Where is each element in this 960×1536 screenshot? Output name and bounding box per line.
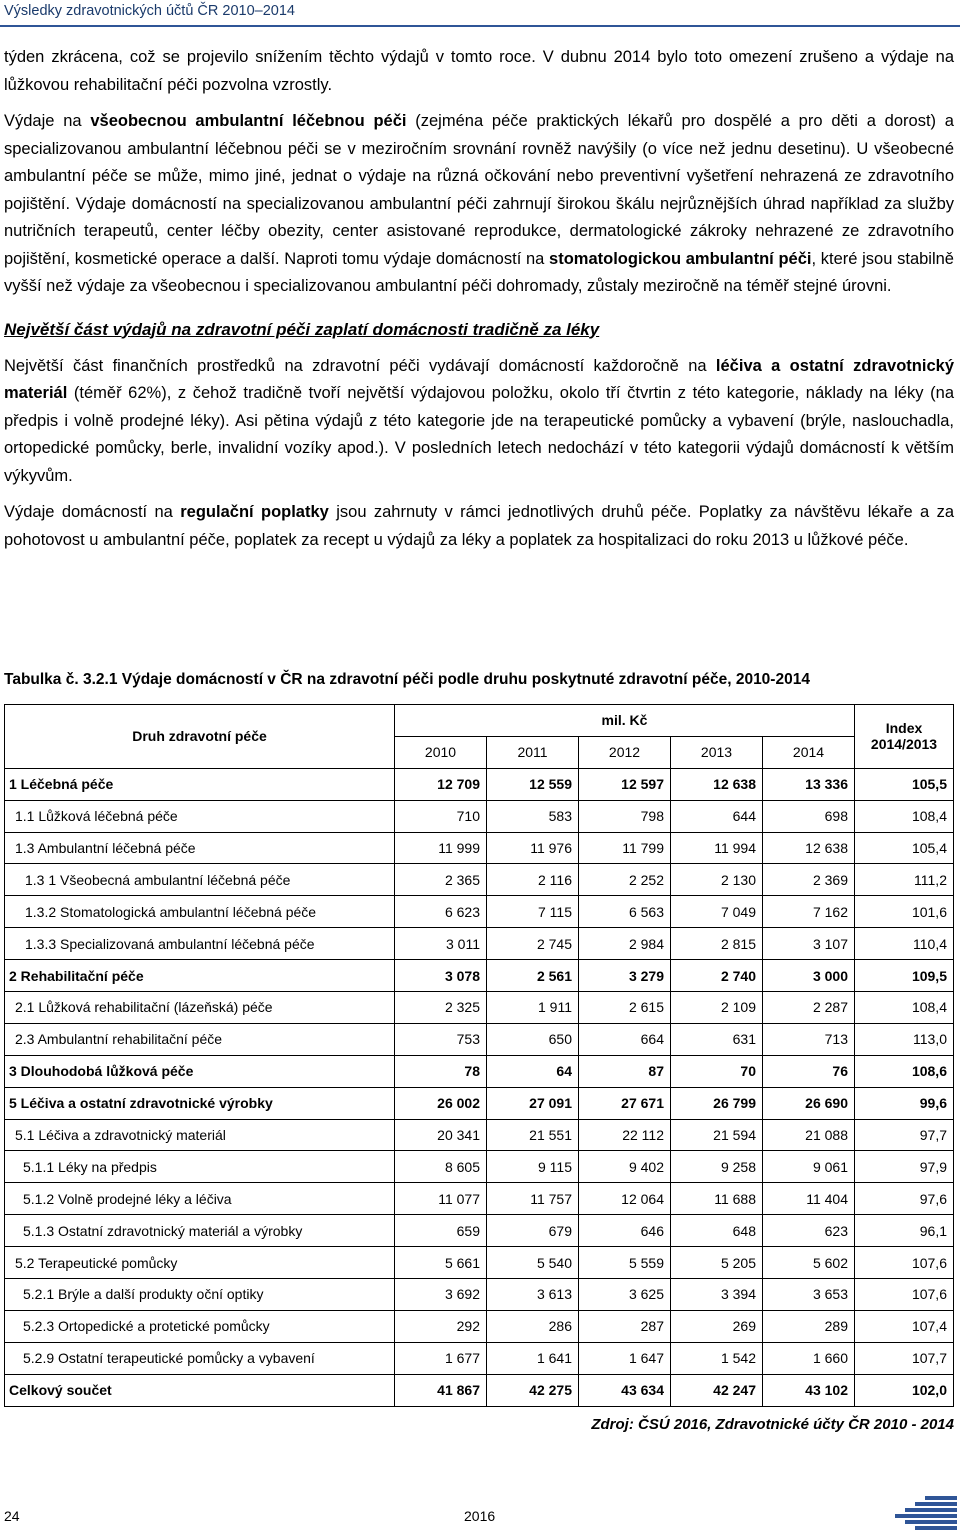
value-cell: 1 641 bbox=[487, 1342, 579, 1374]
text-span: (téměř 62%), z čehož tradičně tvoří největší výdajovou položku, okolo tří čtvrtin z této kategorie, náklady na léky (na předpis i volně prodejné léky). Asi pětina výdajů z této kategorie jde na terapeutické pomůcky a vybavení (brýle, naslouchadla, ortopedické pomůcky, berle, invalidní vozíky apod.). V posledních letech nedochází v této kategorii výdajů domácností k větším výkyvům. bbox=[4, 384, 954, 485]
value-cell: 20 341 bbox=[395, 1119, 487, 1151]
paragraph-4 bbox=[4, 499, 954, 554]
value-cell: 11 077 bbox=[395, 1183, 487, 1215]
value-cell: 2 325 bbox=[395, 992, 487, 1024]
value-cell: 12 559 bbox=[487, 768, 579, 800]
value-cell: 11 976 bbox=[487, 832, 579, 864]
text-span: Výdaje domácností na bbox=[4, 503, 181, 521]
value-cell: 710 bbox=[395, 800, 487, 832]
header-year: 2013 bbox=[671, 736, 763, 768]
row-label: 5.1 Léčiva a zdravotnický materiál bbox=[5, 1119, 395, 1151]
value-cell: 12 709 bbox=[395, 768, 487, 800]
value-cell: 289 bbox=[763, 1310, 855, 1342]
value-cell: 64 bbox=[487, 1055, 579, 1087]
section-heading: Největší část výdajů na zdravotní péči zaplatí domácnosti tradičně za léky bbox=[4, 319, 600, 339]
index-cell: 97,9 bbox=[855, 1151, 954, 1183]
value-cell: 583 bbox=[487, 800, 579, 832]
value-cell: 6 563 bbox=[579, 896, 671, 928]
value-cell: 70 bbox=[671, 1055, 763, 1087]
value-cell: 12 638 bbox=[763, 832, 855, 864]
value-cell: 5 661 bbox=[395, 1247, 487, 1279]
value-cell: 3 000 bbox=[763, 960, 855, 992]
value-cell: 43 634 bbox=[579, 1374, 671, 1406]
index-cell: 109,5 bbox=[855, 960, 954, 992]
page-number: 24 bbox=[4, 1508, 20, 1524]
value-cell: 5 559 bbox=[579, 1247, 671, 1279]
value-cell: 2 815 bbox=[671, 928, 763, 960]
table-row bbox=[5, 992, 954, 1024]
table-header-row bbox=[5, 705, 954, 737]
table-row bbox=[5, 1247, 954, 1279]
table-row bbox=[5, 1374, 954, 1406]
row-label: 3 Dlouhodobá lůžková péče bbox=[5, 1055, 395, 1087]
value-cell: 659 bbox=[395, 1215, 487, 1247]
table-row bbox=[5, 960, 954, 992]
table-row bbox=[5, 1151, 954, 1183]
value-cell: 3 011 bbox=[395, 928, 487, 960]
value-cell: 26 799 bbox=[671, 1087, 763, 1119]
value-cell: 646 bbox=[579, 1215, 671, 1247]
value-cell: 21 594 bbox=[671, 1119, 763, 1151]
row-label: 1.3 Ambulantní léčebná péče bbox=[5, 832, 395, 864]
value-cell: 269 bbox=[671, 1310, 763, 1342]
header-year: 2011 bbox=[487, 736, 579, 768]
index-cell: 102,0 bbox=[855, 1374, 954, 1406]
value-cell: 3 692 bbox=[395, 1279, 487, 1311]
value-cell: 2 252 bbox=[579, 864, 671, 896]
value-cell: 8 605 bbox=[395, 1151, 487, 1183]
table-caption: Tabulka č. 3.2.1 Výdaje domácností v ČR na zdravotní péči podle druhu poskytnuté zdravotní péče, 2010-2014 bbox=[4, 671, 810, 688]
value-cell: 7 162 bbox=[763, 896, 855, 928]
table-row bbox=[5, 832, 954, 864]
value-cell: 11 994 bbox=[671, 832, 763, 864]
paragraph-3 bbox=[4, 353, 954, 491]
index-cell: 107,4 bbox=[855, 1310, 954, 1342]
value-cell: 2 109 bbox=[671, 992, 763, 1024]
value-cell: 9 061 bbox=[763, 1151, 855, 1183]
value-cell: 11 688 bbox=[671, 1183, 763, 1215]
value-cell: 42 275 bbox=[487, 1374, 579, 1406]
header-year: 2014 bbox=[763, 736, 855, 768]
value-cell: 87 bbox=[579, 1055, 671, 1087]
page-header bbox=[0, 0, 960, 26]
index-cell: 108,4 bbox=[855, 992, 954, 1024]
value-cell: 12 064 bbox=[579, 1183, 671, 1215]
table-row bbox=[5, 1055, 954, 1087]
value-cell: 13 336 bbox=[763, 768, 855, 800]
value-cell: 5 602 bbox=[763, 1247, 855, 1279]
value-cell: 6 623 bbox=[395, 896, 487, 928]
index-cell: 110,4 bbox=[855, 928, 954, 960]
value-cell: 3 078 bbox=[395, 960, 487, 992]
value-cell: 2 984 bbox=[579, 928, 671, 960]
value-cell: 9 258 bbox=[671, 1151, 763, 1183]
table-row bbox=[5, 928, 954, 960]
index-cell: 96,1 bbox=[855, 1215, 954, 1247]
row-label: 5.2.3 Ortopedické a protetické pomůcky bbox=[5, 1310, 395, 1342]
header-rule bbox=[0, 25, 960, 27]
paragraph-2 bbox=[4, 108, 954, 301]
index-cell: 107,7 bbox=[855, 1342, 954, 1374]
value-cell: 631 bbox=[671, 1023, 763, 1055]
value-cell: 12 638 bbox=[671, 768, 763, 800]
value-cell: 41 867 bbox=[395, 1374, 487, 1406]
value-cell: 43 102 bbox=[763, 1374, 855, 1406]
value-cell: 287 bbox=[579, 1310, 671, 1342]
value-cell: 679 bbox=[487, 1215, 579, 1247]
table-row bbox=[5, 896, 954, 928]
row-label: 5.2 Terapeutické pomůcky bbox=[5, 1247, 395, 1279]
value-cell: 21 551 bbox=[487, 1119, 579, 1151]
row-label: Celkový součet bbox=[5, 1374, 395, 1406]
index-cell: 105,4 bbox=[855, 832, 954, 864]
text-span: Největší část finančních prostředků na zdravotní péči vydávají domácností každoročně na bbox=[4, 356, 716, 375]
text-span: Výdaje na bbox=[4, 112, 91, 130]
row-label: 1 Léčebná péče bbox=[5, 768, 395, 800]
value-cell: 698 bbox=[763, 800, 855, 832]
value-cell: 1 677 bbox=[395, 1342, 487, 1374]
table-body bbox=[5, 768, 954, 1406]
text-span: (zejména péče praktických lékařů pro dospělé a pro děti a dorost) a specializovanou ambulantní léčebnou péči se v meziročním srovnání rovněž navýšily (o více než jednu desetinu). U všeobecné ambulantní péče se může, mimo jiné, jednat o výdaje na různá očkování nebo preventivní vyšetření nehrazená ze zdravotního pojištění. Výdaje domácností na specializovanou ambulantní péči zahrnují širokou škálu nejrůznějších úhrad například za služby nutričních terapeutů, center léčby obezity, center asistované reprodukce, dermatologické zákroky nehrazené ze zdravotního pojištění, kosmetické operace a další. Naproti tomu výdaje domácností na bbox=[4, 112, 954, 268]
index-cell: 108,6 bbox=[855, 1055, 954, 1087]
value-cell: 2 130 bbox=[671, 864, 763, 896]
czso-logo-icon bbox=[885, 1496, 957, 1532]
index-cell: 105,5 bbox=[855, 768, 954, 800]
value-cell: 286 bbox=[487, 1310, 579, 1342]
bold-term: stomatologickou ambulantní péči bbox=[549, 249, 812, 268]
value-cell: 26 002 bbox=[395, 1087, 487, 1119]
value-cell: 623 bbox=[763, 1215, 855, 1247]
value-cell: 78 bbox=[395, 1055, 487, 1087]
running-title: Výsledky zdravotnických účtů ČR 2010–2014 bbox=[4, 3, 295, 19]
row-label: 5.1.1 Léky na předpis bbox=[5, 1151, 395, 1183]
value-cell: 713 bbox=[763, 1023, 855, 1055]
text-span: jsou zahrnuty v rámci jednotlivých druhů péče. Poplatky za návštěvu lékaře a za pohotovost u ambulantní péče, poplatek za recept u výdajů za léky a poplatek za hospitalizaci do roku 2013 u lůžkové péče. bbox=[4, 503, 954, 549]
index-cell: 107,6 bbox=[855, 1247, 954, 1279]
bold-term: léčiva a ostatní zdravotnický materiál bbox=[4, 356, 954, 402]
value-cell: 2 365 bbox=[395, 864, 487, 896]
value-cell: 292 bbox=[395, 1310, 487, 1342]
table-row bbox=[5, 1023, 954, 1055]
value-cell: 2 561 bbox=[487, 960, 579, 992]
value-cell: 798 bbox=[579, 800, 671, 832]
row-label: 2.1 Lůžková rehabilitační (lázeňská) péče bbox=[5, 992, 395, 1024]
header-unit: mil. Kč bbox=[395, 705, 855, 737]
expenditure-table bbox=[4, 704, 954, 1407]
table-row bbox=[5, 1087, 954, 1119]
value-cell: 2 740 bbox=[671, 960, 763, 992]
row-label: 2.3 Ambulantní rehabilitační péče bbox=[5, 1023, 395, 1055]
value-cell: 11 757 bbox=[487, 1183, 579, 1215]
row-label: 5.1.2 Volně prodejné léky a léčiva bbox=[5, 1183, 395, 1215]
row-label: 5.2.9 Ostatní terapeutické pomůcky a vybavení bbox=[5, 1342, 395, 1374]
table-row bbox=[5, 1279, 954, 1311]
row-label: 5 Léčiva a ostatní zdravotnické výrobky bbox=[5, 1087, 395, 1119]
value-cell: 11 799 bbox=[579, 832, 671, 864]
row-label: 1.3.3 Specializovaná ambulantní léčebná péče bbox=[5, 928, 395, 960]
index-cell: 107,6 bbox=[855, 1279, 954, 1311]
value-cell: 5 540 bbox=[487, 1247, 579, 1279]
table-source: Zdroj: ČSÚ 2016, Zdravotnické účty ČR 2010 - 2014 bbox=[591, 1416, 954, 1433]
value-cell: 1 647 bbox=[579, 1342, 671, 1374]
value-cell: 12 597 bbox=[579, 768, 671, 800]
row-label: 5.2.1 Brýle a další produkty oční optiky bbox=[5, 1279, 395, 1311]
table-row bbox=[5, 1119, 954, 1151]
bold-term: regulační poplatky bbox=[180, 503, 329, 521]
value-cell: 3 625 bbox=[579, 1279, 671, 1311]
value-cell: 7 049 bbox=[671, 896, 763, 928]
value-cell: 1 542 bbox=[671, 1342, 763, 1374]
header-care-type: Druh zdravotní péče bbox=[5, 705, 395, 769]
value-cell: 26 690 bbox=[763, 1087, 855, 1119]
row-label: 1.3.2 Stomatologická ambulantní léčebná péče bbox=[5, 896, 395, 928]
value-cell: 2 615 bbox=[579, 992, 671, 1024]
value-cell: 42 247 bbox=[671, 1374, 763, 1406]
value-cell: 3 653 bbox=[763, 1279, 855, 1311]
value-cell: 9 115 bbox=[487, 1151, 579, 1183]
value-cell: 21 088 bbox=[763, 1119, 855, 1151]
table-row bbox=[5, 768, 954, 800]
row-label: 1.3 1 Všeobecná ambulantní léčebná péče bbox=[5, 864, 395, 896]
value-cell: 648 bbox=[671, 1215, 763, 1247]
header-year: 2010 bbox=[395, 736, 487, 768]
paragraph-1: týden zkrácena, což se projevilo snížením těchto výdajů v tomto roce. V dubnu 2014 bylo toto omezení zrušeno a výdaje na lůžkovou rehabilitační péči pozvolna vzrostly. bbox=[4, 48, 954, 94]
value-cell: 27 671 bbox=[579, 1087, 671, 1119]
table-row bbox=[5, 864, 954, 896]
value-cell: 2 745 bbox=[487, 928, 579, 960]
value-cell: 1 660 bbox=[763, 1342, 855, 1374]
index-cell: 113,0 bbox=[855, 1023, 954, 1055]
table-row bbox=[5, 800, 954, 832]
index-cell: 101,6 bbox=[855, 896, 954, 928]
value-cell: 650 bbox=[487, 1023, 579, 1055]
table-row bbox=[5, 1215, 954, 1247]
index-cell: 99,6 bbox=[855, 1087, 954, 1119]
index-cell: 111,2 bbox=[855, 864, 954, 896]
index-cell: 97,7 bbox=[855, 1119, 954, 1151]
value-cell: 22 112 bbox=[579, 1119, 671, 1151]
value-cell: 664 bbox=[579, 1023, 671, 1055]
value-cell: 2 369 bbox=[763, 864, 855, 896]
value-cell: 1 911 bbox=[487, 992, 579, 1024]
index-cell: 97,6 bbox=[855, 1183, 954, 1215]
value-cell: 11 999 bbox=[395, 832, 487, 864]
table-row bbox=[5, 1183, 954, 1215]
table-row bbox=[5, 1310, 954, 1342]
value-cell: 3 279 bbox=[579, 960, 671, 992]
table-row bbox=[5, 1342, 954, 1374]
value-cell: 2 116 bbox=[487, 864, 579, 896]
value-cell: 3 107 bbox=[763, 928, 855, 960]
value-cell: 27 091 bbox=[487, 1087, 579, 1119]
row-label: 1.1 Lůžková léčebná péče bbox=[5, 800, 395, 832]
text-span: , které jsou stabilně vyšší než výdaje za všeobecnou i specializovanou ambulantní péči dohromady, zůstaly meziročně na téměř stejné úrovni. bbox=[4, 249, 954, 295]
body-text bbox=[4, 44, 954, 563]
value-cell: 2 287 bbox=[763, 992, 855, 1024]
value-cell: 11 404 bbox=[763, 1183, 855, 1215]
row-label: 5.1.3 Ostatní zdravotnický materiál a výrobky bbox=[5, 1215, 395, 1247]
value-cell: 76 bbox=[763, 1055, 855, 1087]
value-cell: 5 205 bbox=[671, 1247, 763, 1279]
footer-year: 2016 bbox=[464, 1508, 496, 1524]
value-cell: 3 394 bbox=[671, 1279, 763, 1311]
row-label: 2 Rehabilitační péče bbox=[5, 960, 395, 992]
header-index: Index 2014/2013 bbox=[855, 705, 954, 769]
bold-term: všeobecnou ambulantní léčebnou péči bbox=[90, 112, 407, 130]
value-cell: 9 402 bbox=[579, 1151, 671, 1183]
index-cell: 108,4 bbox=[855, 800, 954, 832]
value-cell: 644 bbox=[671, 800, 763, 832]
value-cell: 7 115 bbox=[487, 896, 579, 928]
value-cell: 753 bbox=[395, 1023, 487, 1055]
header-year: 2012 bbox=[579, 736, 671, 768]
value-cell: 3 613 bbox=[487, 1279, 579, 1311]
